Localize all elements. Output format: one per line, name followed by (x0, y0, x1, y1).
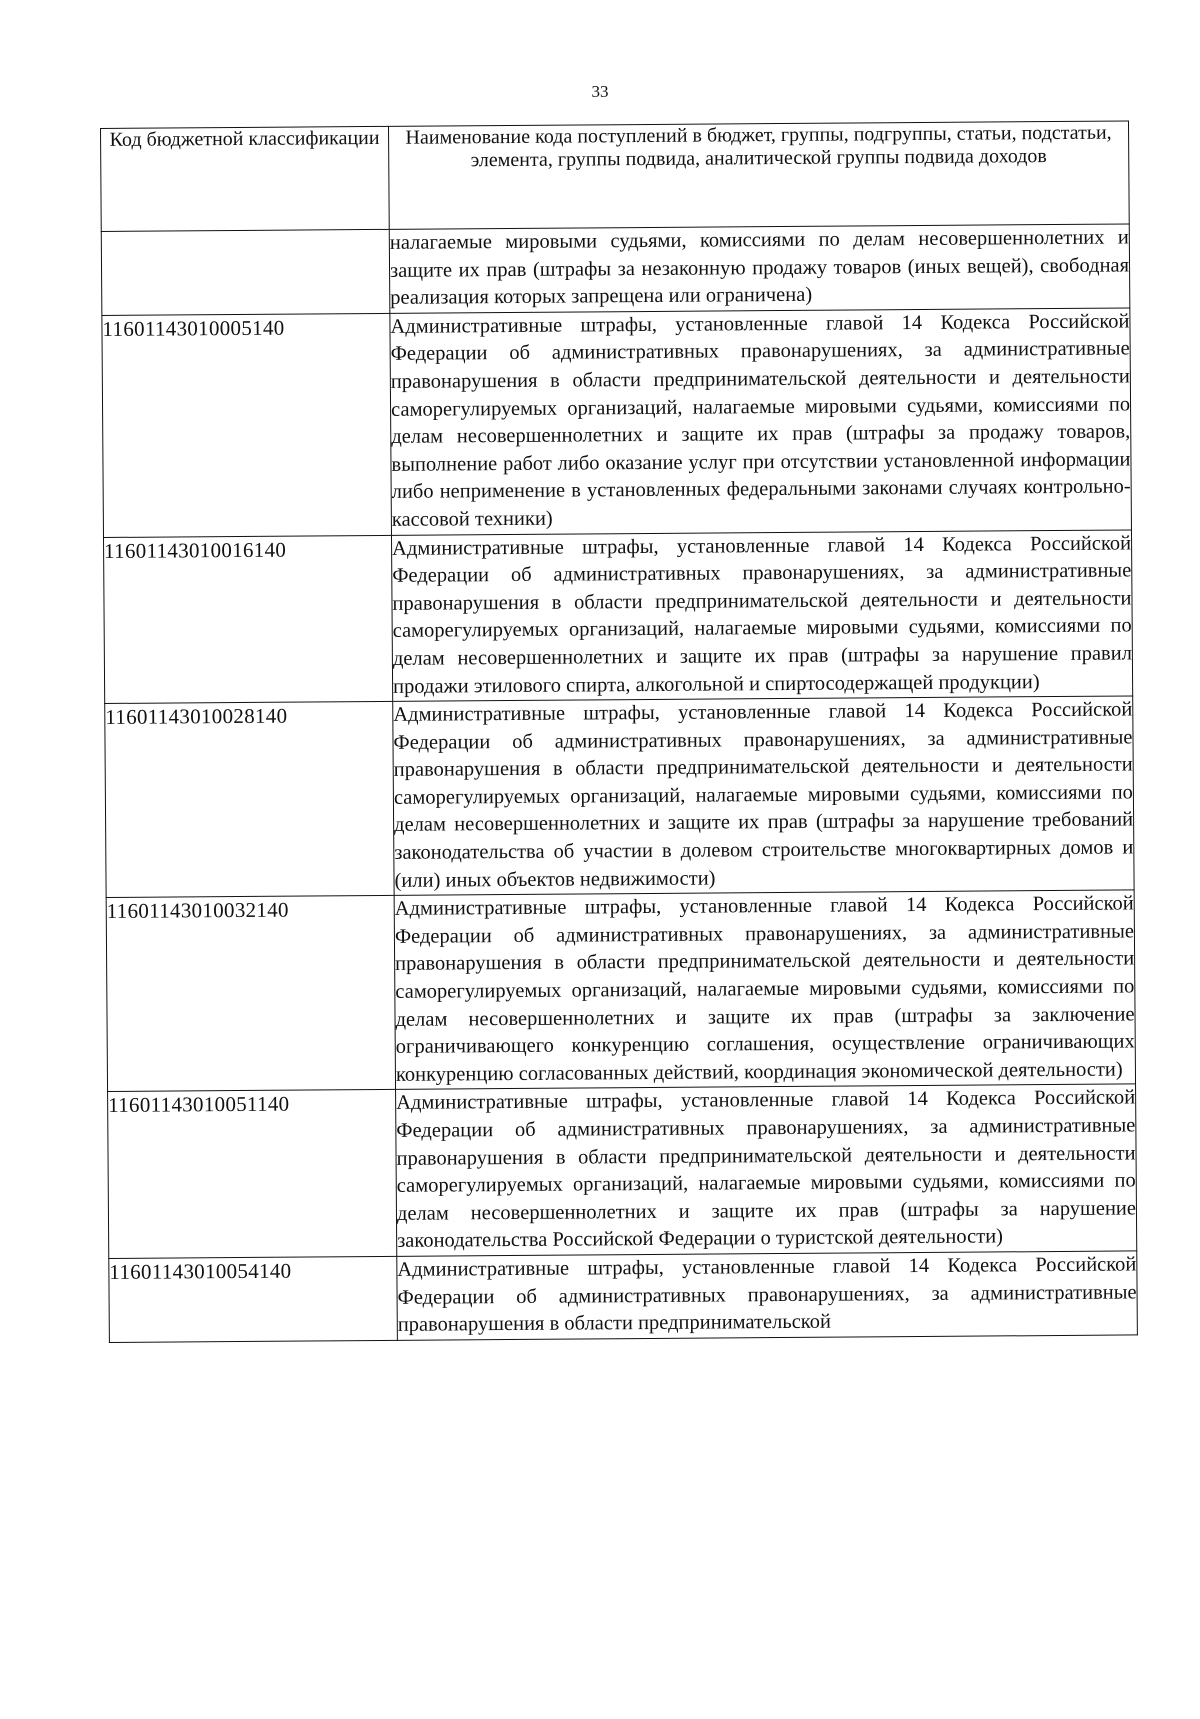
table-row (108, 1084, 1137, 1258)
table-row (101, 224, 1130, 315)
row-code: 11601143010051140 (108, 1090, 397, 1259)
table-row (105, 696, 1134, 898)
row-description: Административные штрафы, установленные главой 14 Кодекса Российской Федерации об административных правонарушениях, за административные правонарушения в области предпринимательской деятельности и деятельности саморегулируемых организаций, налагаемые мировыми судьями, комиссиями по делам несовершеннолетних и защите их прав (штрафы за продажу товаров, выполнение работ либо оказание услуг при отсутствии установленной информации либо неприменение в установленных федеральными законами случаях контрольно-кассовой техники) (390, 308, 1132, 535)
row-description: Административные штрафы, установленные главой 14 Кодекса Российской Федерации об административных правонарушениях, за административные правонарушения в области предпринимательской деятельности и деятельности саморегулируемых организаций, налагаемые мировыми судьями, комиссиями по делам несовершеннолетних и защите их прав (штрафы за заключение ограничивающего конкуренцию соглашения, осуществление ограничивающих конкуренцию согласованных действий, координация экономической деятельности) (394, 890, 1135, 1090)
table-row (102, 308, 1132, 537)
budget-classification-table (100, 120, 1138, 1342)
row-description: Административные штрафы, установленные главой 14 Кодекса Российской Федерации об административных правонарушениях, за административные правонарушения в области предпринимательской деятельности и деятельности саморегулируемых организаций, налагаемые мировыми судьями, комиссиями по делам несовершеннолетних и защите их прав (штрафы за нарушение правил продажи этилового спирта, алкогольной и спиртосодержащей продукции) (391, 529, 1132, 701)
header-code: Код бюджетной классификации (101, 126, 390, 231)
row-description: налагаемые мировыми судьями, комиссиями по делам несовершеннолетних и защите их прав (штрафы за незаконную продажу товаров (иных вещей), свободная реализация которых запрещена или ограничена) (389, 224, 1130, 313)
row-code (101, 229, 390, 315)
table-row (109, 1251, 1138, 1342)
row-description: Административные штрафы, установленные главой 14 Кодекса Российской Федерации об административных правонарушениях, за административные правонарушения в области предпринимательской деятельности и деятельности саморегулируемых организаций, налагаемые мировыми судьями, комиссиями по делам несовершеннолетних и защите их прав (штрафы за нарушение законодательства Российской Федерации о туристской деятельности) (396, 1084, 1137, 1256)
row-code: 11601143010054140 (109, 1256, 398, 1342)
row-code: 11601143010005140 (102, 313, 392, 537)
row-code: 11601143010032140 (106, 896, 395, 1092)
table-row (106, 890, 1135, 1092)
row-code: 11601143010028140 (105, 701, 394, 897)
table-row (103, 529, 1132, 703)
table-header-row (101, 121, 1130, 232)
page-number: 33 (591, 82, 609, 101)
row-description: Административные штрафы, установленные главой 14 Кодекса Российской Федерации об административных правонарушениях, за административные правонарушения в области предпринимательской деятельности и деятельности саморегулируемых организаций, налагаемые мировыми судьями, комиссиями по делам несовершеннолетних и защите их прав (штрафы за нарушение требований законодательства об участии в долевом строительстве многоквартирных домов и (или) иных объектов недвижимости) (393, 696, 1134, 896)
header-name: Наименование кода поступлений в бюджет, группы, подгруппы, статьи, подстатьи, элемента, группы подвида, аналитической группы подвида доходов (388, 121, 1129, 229)
row-description: Административные штрафы, установленные главой 14 Кодекса Российской Федерации об административных правонарушениях, за административные правонарушения в области предпринимательской (397, 1251, 1138, 1340)
row-code: 11601143010016140 (103, 535, 392, 704)
